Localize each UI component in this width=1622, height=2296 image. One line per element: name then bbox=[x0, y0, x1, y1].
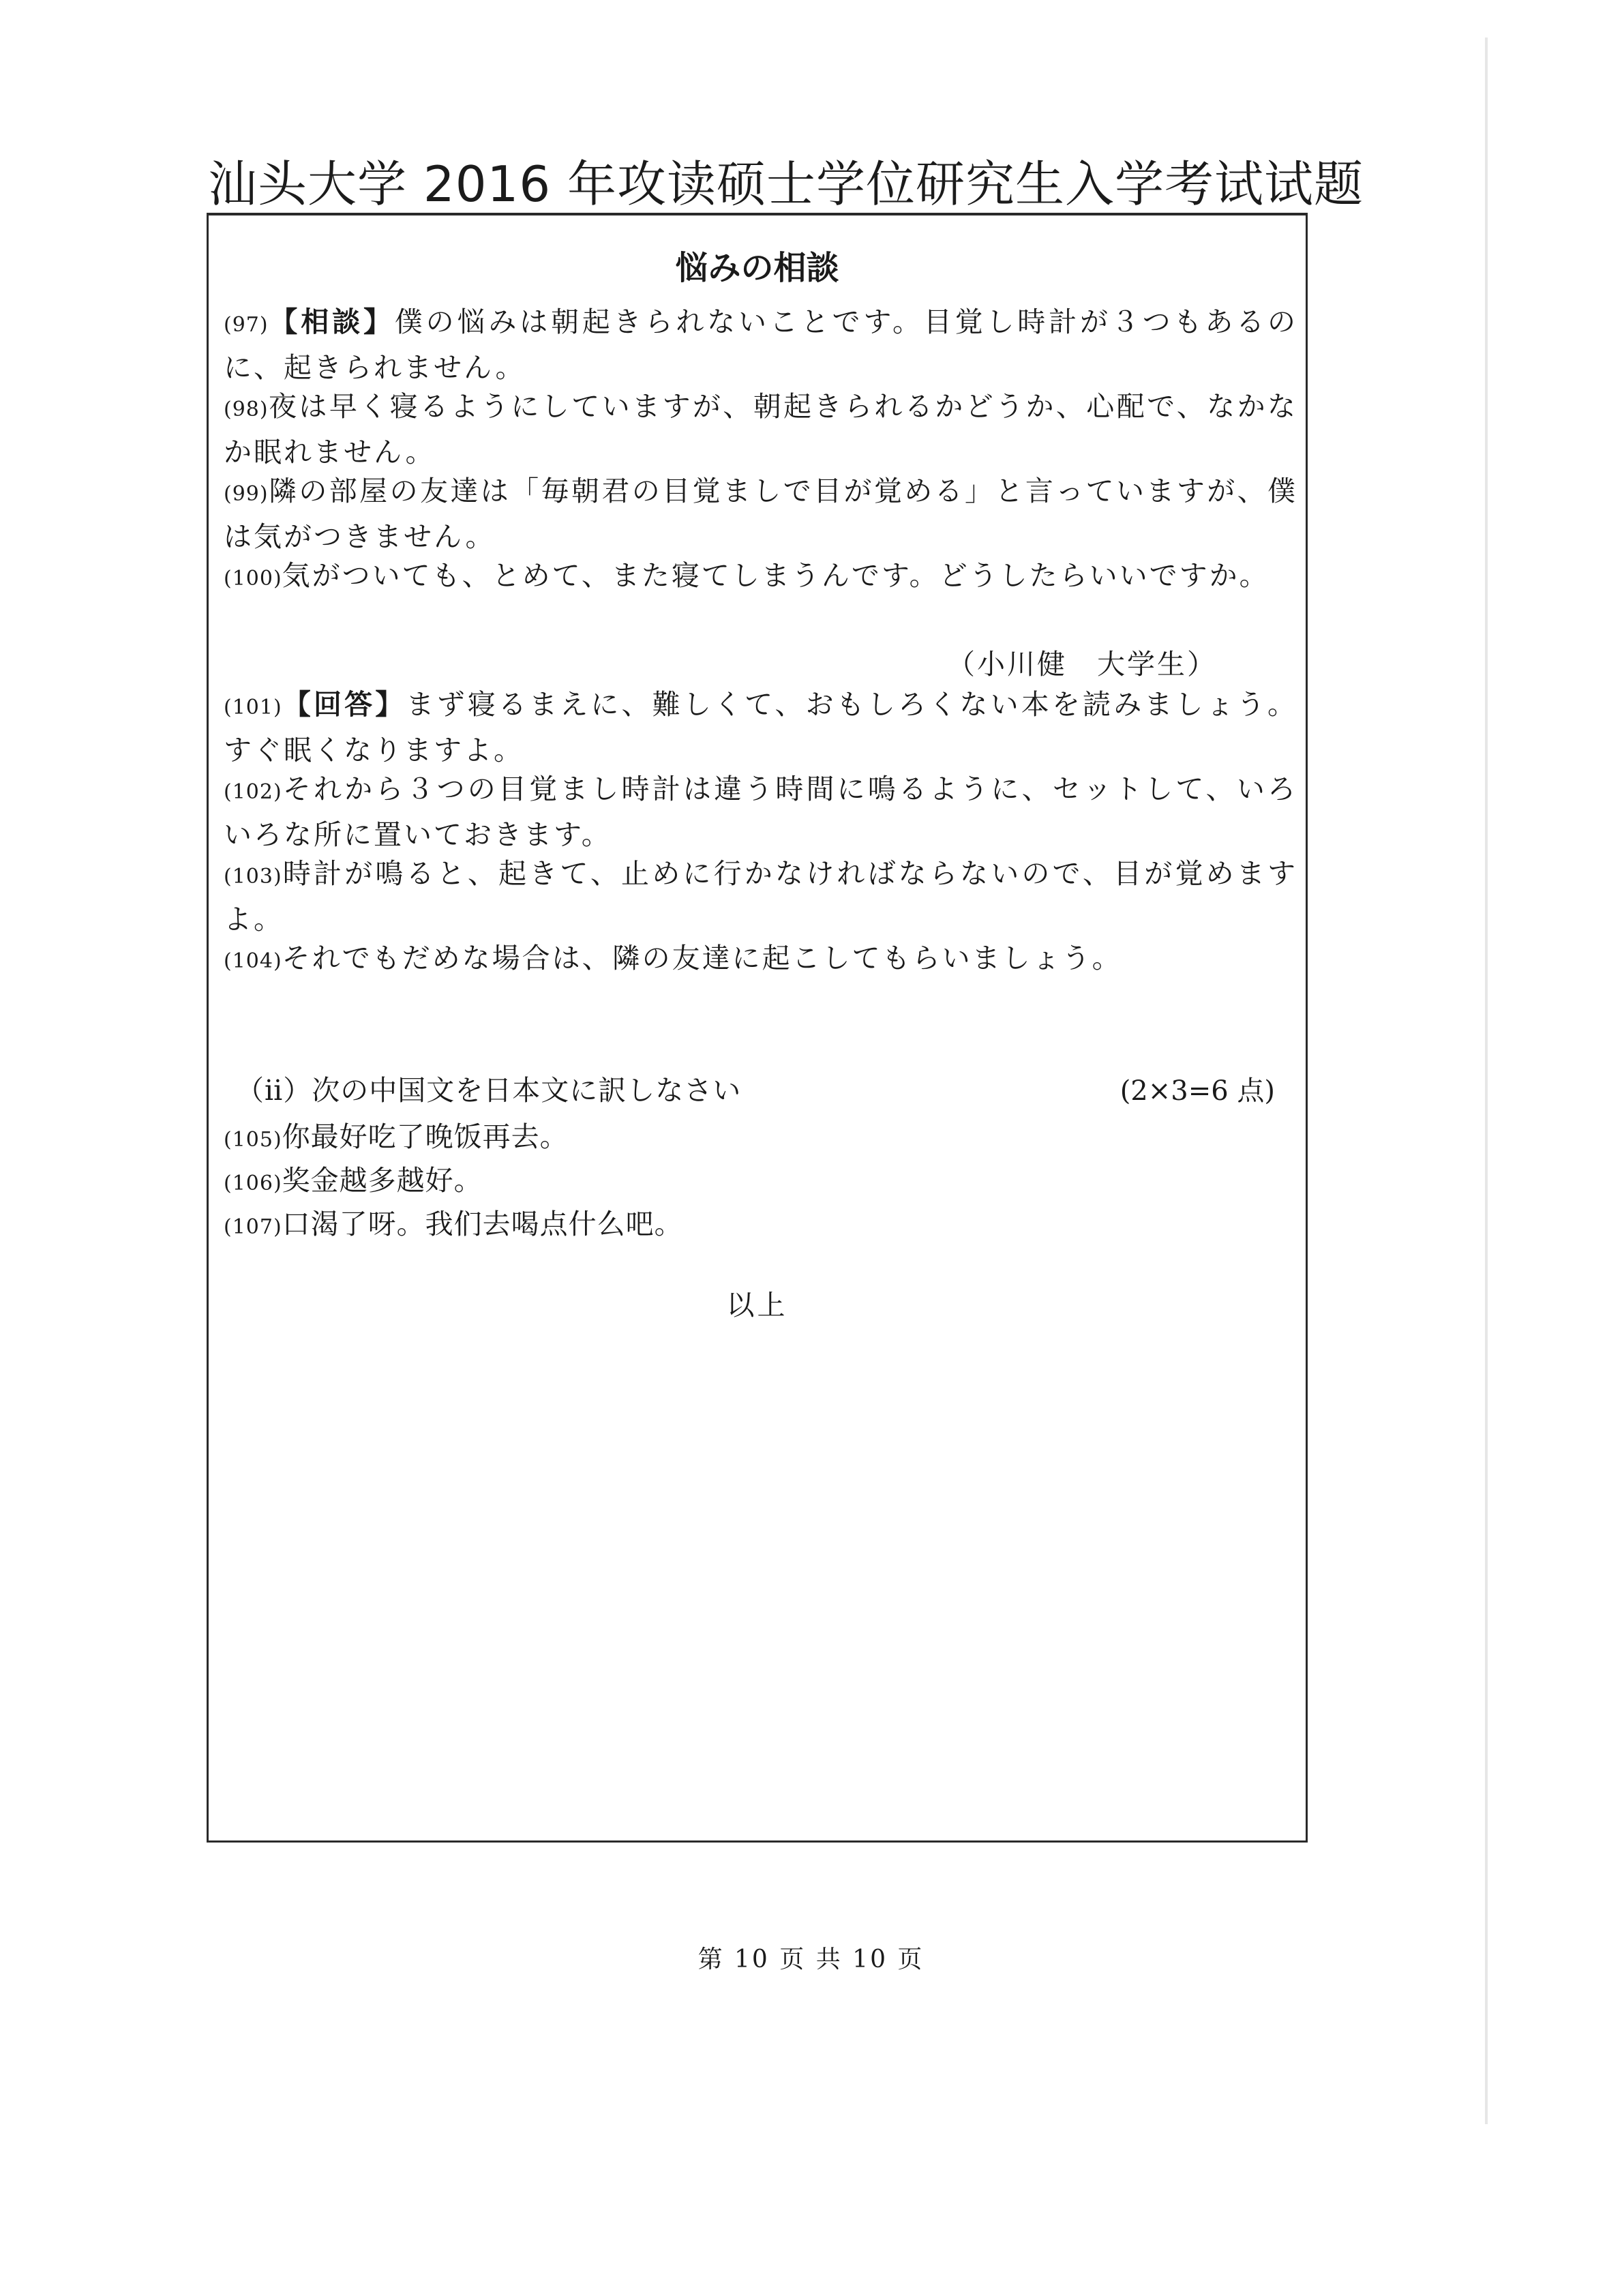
question-106 bbox=[224, 1158, 483, 1198]
question-number: (101) bbox=[224, 696, 282, 719]
answer-tag: 【回答】 bbox=[282, 688, 406, 721]
page-number: 第 10 页 共 10 页 bbox=[697, 1945, 925, 1973]
passage-heading: 悩みの相談 bbox=[675, 249, 839, 287]
question-103 bbox=[224, 852, 1297, 940]
question-100 bbox=[224, 554, 1297, 600]
question-101 bbox=[224, 683, 1297, 771]
translation-section-title: （ⅱ）次の中国文を日本文に訳しなさい bbox=[236, 1074, 742, 1107]
question-number: (100) bbox=[224, 567, 282, 591]
question-number: (104) bbox=[224, 949, 282, 973]
question-text: 隣の部屋の友達は「毎朝君の目覚ましで目が覚める」と言っていますが、僕は気がつきません。 bbox=[224, 475, 1297, 553]
question-number: (98) bbox=[224, 398, 269, 421]
question-97 bbox=[224, 301, 1297, 389]
question-107 bbox=[224, 1202, 683, 1242]
question-99 bbox=[224, 470, 1297, 558]
question-number: (106) bbox=[224, 1172, 282, 1195]
question-number: (97) bbox=[224, 313, 269, 337]
question-number: (105) bbox=[224, 1128, 282, 1152]
question-text: 你最好吃了晚饭再去。 bbox=[282, 1120, 569, 1153]
question-number: (107) bbox=[224, 1215, 282, 1239]
exam-title: 汕头大学 2016 年攻读硕士学位研究生入学考试试题 bbox=[208, 155, 1364, 213]
question-text: まず寝るまえに、難しくて、おもしろくない本を読みましょう。すぐ眠くなりますよ。 bbox=[224, 688, 1297, 766]
author-signature: （小川健 大学生） bbox=[947, 648, 1217, 681]
question-105 bbox=[224, 1114, 569, 1154]
question-text: 奖金越多越好。 bbox=[282, 1164, 483, 1197]
question-number: (102) bbox=[224, 780, 282, 804]
section-points: (2×3=6 点) bbox=[1120, 1075, 1275, 1107]
question-text: 時計が鳴ると、起きて、止めに行かなければならないので、目が覚めますよ。 bbox=[224, 857, 1297, 936]
question-text: 僕の悩みは朝起きられないことです。目覚し時計が３つもあるのに、起きられません。 bbox=[224, 305, 1298, 384]
question-104 bbox=[224, 937, 1297, 983]
scan-page-edge bbox=[1485, 38, 1488, 2124]
exam-content-frame bbox=[207, 213, 1308, 1843]
question-text: 気がついても、とめて、また寝てしまうんです。どうしたらいいですか。 bbox=[282, 559, 1270, 592]
question-text: 口渴了呀。我们去喝点什么吧。 bbox=[282, 1208, 683, 1240]
question-text: 夜は早く寝るようにしていますが、朝起きられるかどうか、心配で、なかなか眠れません。 bbox=[224, 390, 1297, 468]
question-number: (99) bbox=[224, 482, 269, 506]
consultation-tag: 【相談】 bbox=[268, 305, 395, 338]
question-98 bbox=[224, 385, 1297, 473]
closing-mark: 以上 bbox=[726, 1289, 788, 1322]
question-102 bbox=[224, 768, 1297, 856]
question-text: それから３つの目覚まし時計は違う時間に鳴るように、セットして、いろいろな所に置いておきます。 bbox=[224, 773, 1297, 851]
question-text: それでもだめな場合は、隣の友達に起こしてもらいましょう。 bbox=[282, 942, 1122, 974]
question-number: (103) bbox=[224, 865, 282, 889]
